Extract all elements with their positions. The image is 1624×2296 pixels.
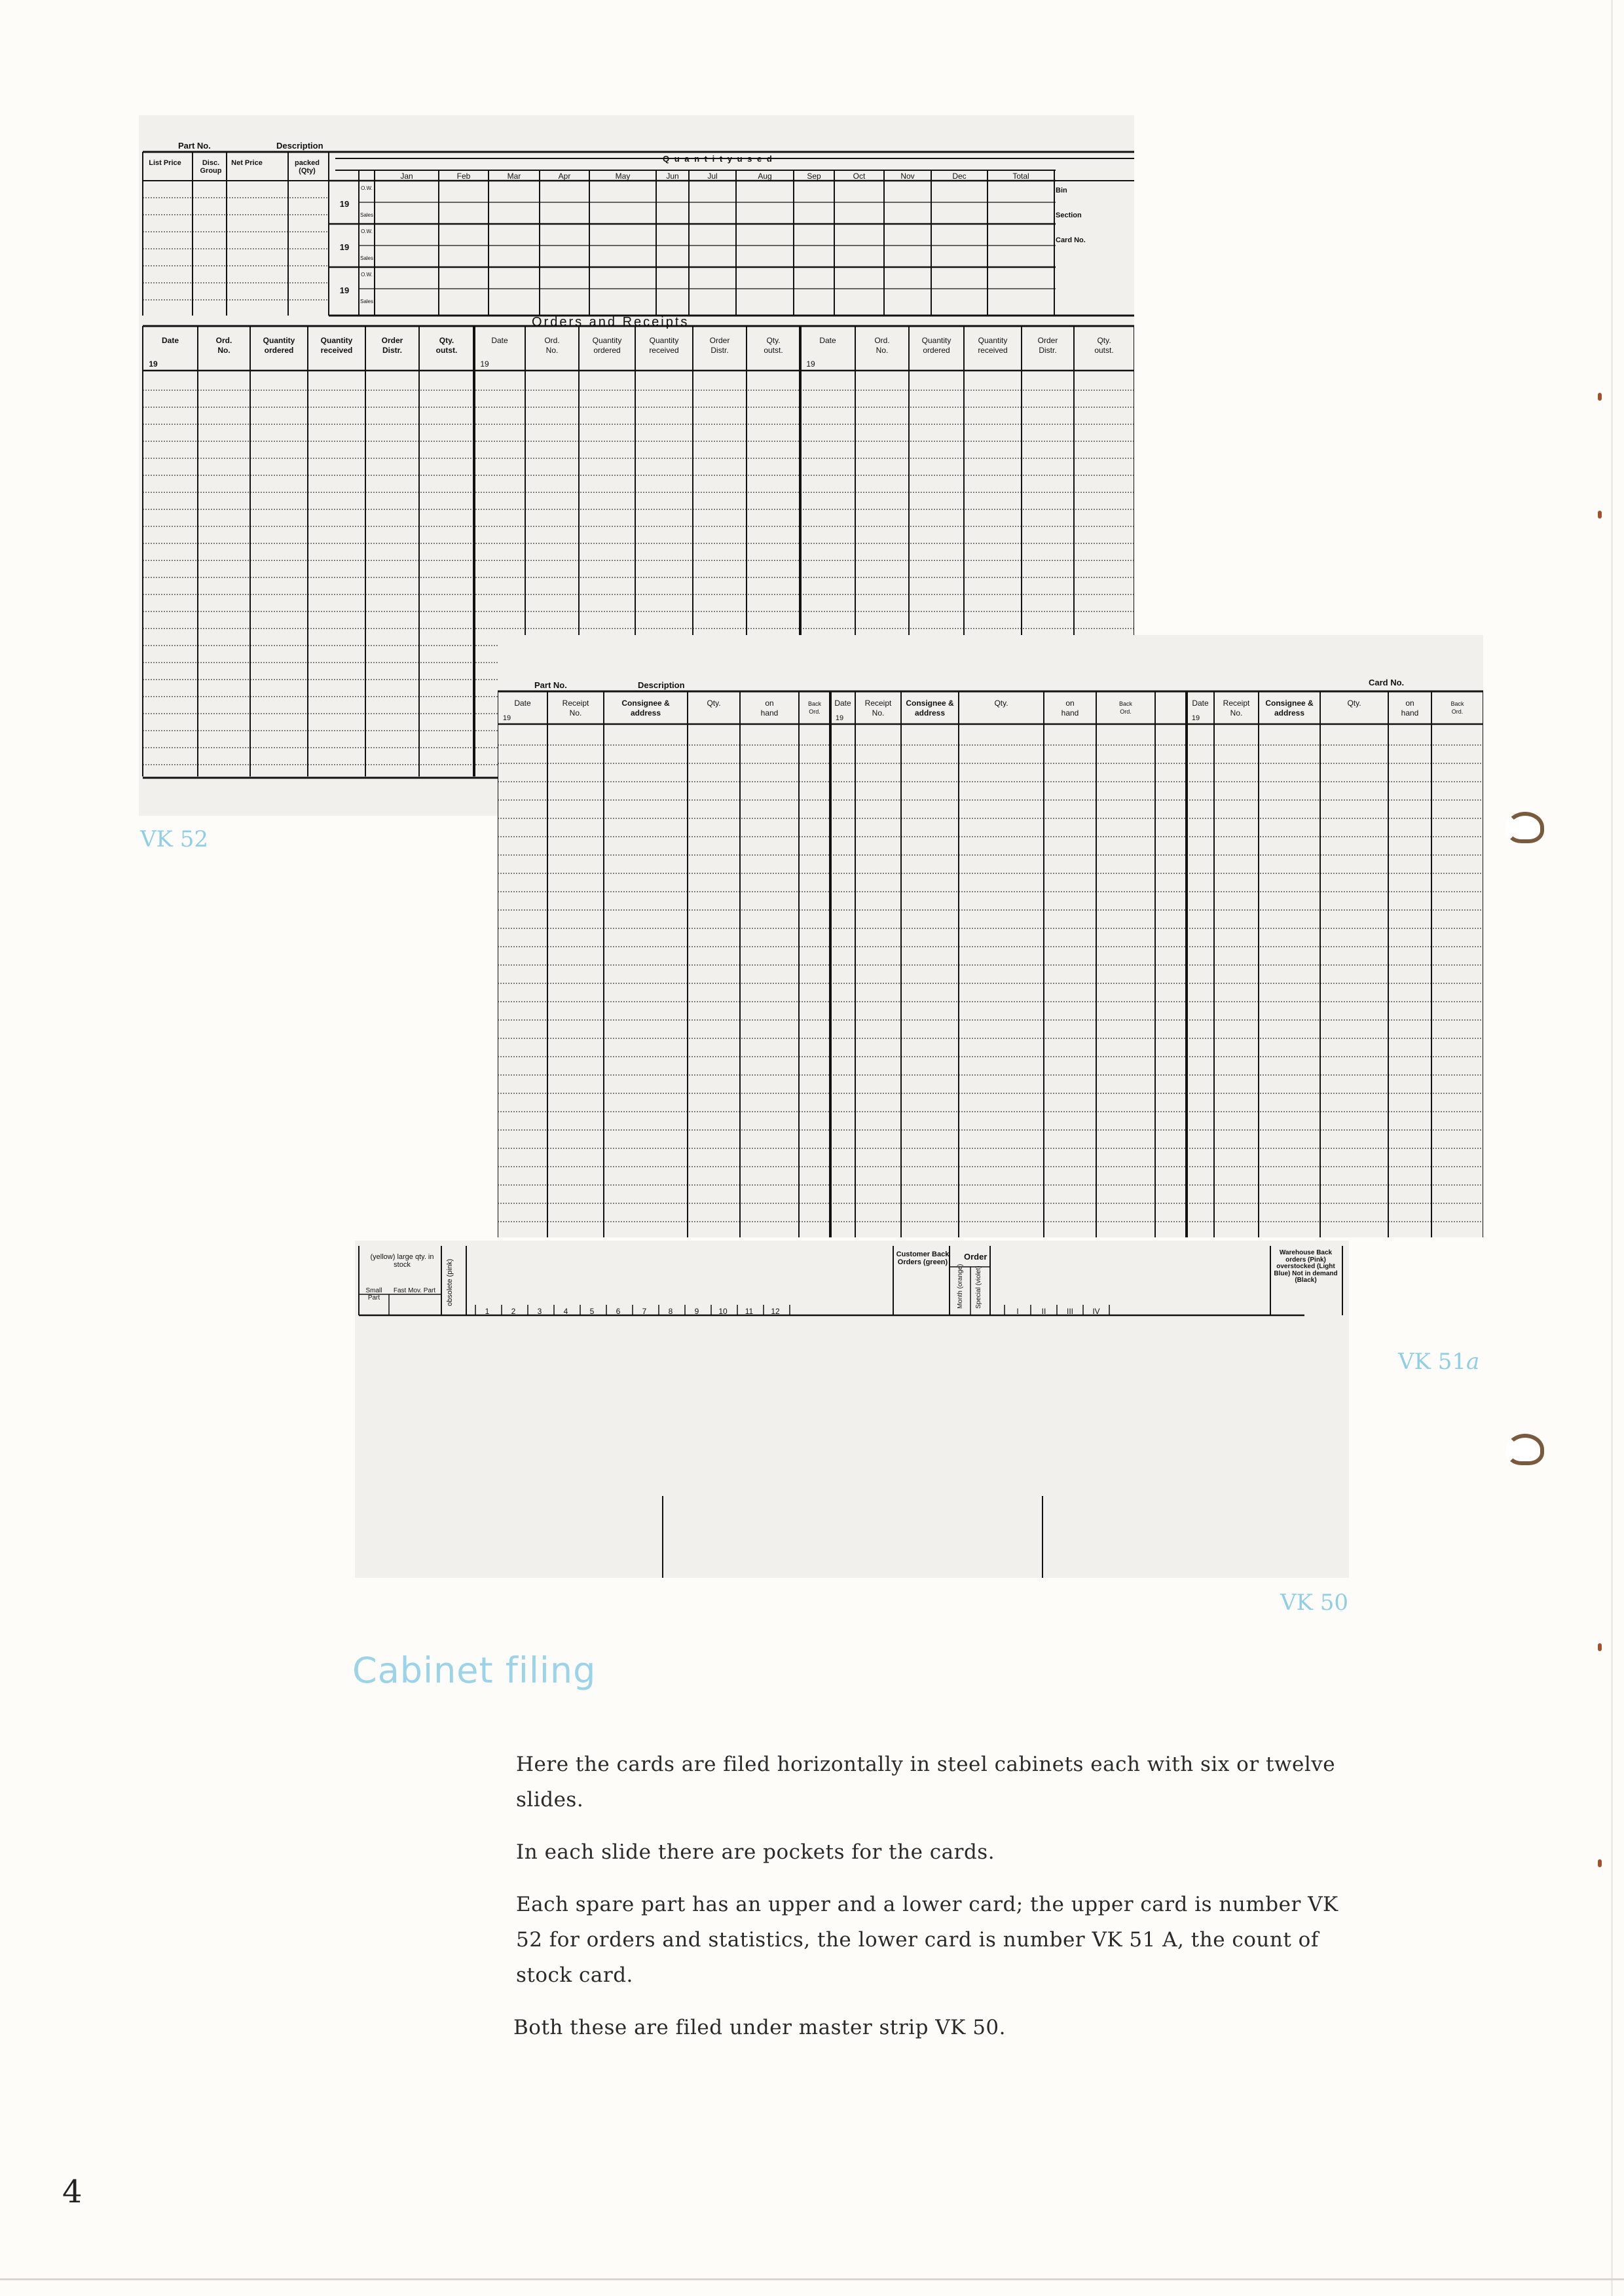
number-label: 8	[668, 1307, 673, 1316]
month-label: Mar	[507, 172, 521, 181]
order-column-header: Qty.	[1097, 336, 1111, 345]
packed-qty-header: packed (Qty)	[295, 159, 320, 175]
stock-column-header: hand	[1401, 708, 1419, 718]
stock-column-header: on	[1065, 699, 1075, 708]
list-price-header: List Price	[149, 159, 181, 167]
sales-label: Sales	[360, 255, 374, 261]
page-number: 4	[62, 2174, 83, 2210]
page-edge-right	[1611, 0, 1613, 2296]
number-label: 9	[694, 1307, 699, 1316]
binder-mark	[1598, 1859, 1602, 1867]
month-orange-label: Month (orange)	[957, 1264, 964, 1309]
order-column-header: Distr.	[710, 346, 729, 355]
month-label: Jun	[666, 172, 679, 181]
stock-column-header: Consignee &	[621, 699, 670, 708]
stock-column-header: No.	[872, 708, 885, 718]
fast-mov-label: Fast Mov. Part	[393, 1287, 436, 1294]
stock-column-header: address	[1274, 708, 1305, 718]
order-column-header: Ord.	[874, 336, 890, 345]
paragraph-2: In each slide there are pockets for the cards.	[516, 1840, 995, 1864]
order-column-header: ordered	[593, 346, 621, 355]
binder-hole-icon	[1506, 812, 1544, 843]
ow-label: O.W.	[361, 272, 373, 278]
stock-column-header: Ord.	[1120, 708, 1132, 715]
number-label: 12	[771, 1307, 780, 1316]
caption-vk50: VK 50	[1280, 1590, 1349, 1616]
stock-column-header: address	[914, 708, 946, 718]
order-column-header: No.	[876, 346, 889, 355]
card-no-label: Card No.	[1369, 678, 1405, 687]
stock-column-header: Qty.	[707, 699, 721, 708]
order-column-header: received	[649, 346, 679, 355]
month-label: Aug	[758, 172, 772, 181]
stock-column-header: Date	[834, 699, 851, 708]
order-column-header: Date	[491, 336, 508, 345]
stock-column-header: Receipt	[562, 699, 589, 708]
order-column-header: ordered	[923, 346, 950, 355]
number-label: 1	[485, 1307, 490, 1316]
order-column-header: Quantity	[978, 336, 1008, 345]
caption-vk51a-suffix: a	[1466, 1349, 1480, 1375]
roman-label: I	[1016, 1307, 1019, 1316]
stock-column-header: Back	[1450, 701, 1464, 707]
stock-column-header: Ord.	[1451, 708, 1464, 715]
caption-vk51a-text: VK 51	[1398, 1349, 1467, 1375]
year-label: 19	[149, 359, 158, 369]
stock-column-header: Consignee &	[906, 699, 954, 708]
year-label: 19	[806, 359, 815, 369]
order-column-header: Order	[1037, 336, 1058, 345]
roman-label: III	[1066, 1307, 1074, 1316]
month-label: Feb	[456, 172, 471, 181]
bin-label: Bin	[1056, 187, 1067, 194]
warehouse-label: Warehouse Back orders (Pink) overstocked (Light Blue) Not in demand (Black)	[1274, 1249, 1338, 1284]
ow-label: O.W.	[361, 228, 373, 234]
order-column-header: Quantity	[263, 336, 295, 345]
order-column-header: Quantity	[921, 336, 951, 345]
caption-vk52: VK 52	[140, 826, 209, 852]
order-column-header: Qty.	[439, 336, 454, 345]
order-column-header: Date	[161, 336, 179, 345]
number-label: 10	[718, 1307, 728, 1316]
quantity-used-header: Q u a n t i t y u s e d	[663, 154, 773, 164]
month-label: Jan	[400, 172, 413, 181]
stock-column-header: Date	[514, 699, 531, 708]
stock-column-header: Receipt	[1223, 699, 1250, 708]
card-no-label: Card No.	[1056, 236, 1086, 244]
binder-mark	[1598, 511, 1602, 519]
order-column-header: received	[978, 346, 1008, 355]
year-label: 19	[339, 199, 350, 209]
year-label: 19	[1191, 714, 1200, 722]
special-violet-label: Special (violet)	[975, 1266, 982, 1309]
order-column-header: Distr.	[1039, 346, 1057, 355]
stock-column-header: on	[1405, 699, 1414, 708]
order-column-header: Quantity	[649, 336, 679, 345]
stock-column-header: Date	[1192, 699, 1209, 708]
net-price-header: Net Price	[231, 159, 263, 167]
stock-column-header: Consignee &	[1265, 699, 1314, 708]
roman-label: II	[1041, 1307, 1046, 1316]
section-label: Section	[1056, 211, 1082, 219]
order-column-header: ordered	[264, 346, 294, 355]
month-label: Nov	[900, 172, 915, 181]
section-heading: Cabinet filing	[352, 1650, 597, 1691]
year-label: 19	[480, 359, 489, 369]
stock-column-header: on	[765, 699, 774, 708]
order-column-header: Date	[819, 336, 836, 345]
sales-label: Sales	[360, 212, 374, 218]
order-column-header: outst.	[435, 346, 458, 355]
stock-label: (yellow) large qty. in stock	[370, 1253, 434, 1269]
month-label: Jul	[707, 172, 718, 181]
paragraph-3: Each spare part has an upper and a lower card; the upper card is number VK 52 for orders and statistics, the lower card is number VK 51 A, the count of stock card.	[516, 1893, 1338, 1987]
disc-group-header: Disc. Group	[200, 159, 222, 175]
order-column-header: Quantity	[320, 336, 353, 345]
orders-receipts-header: Orders and Receipts	[532, 315, 690, 329]
roman-label: IV	[1092, 1307, 1100, 1316]
card-vk51a-grid	[498, 635, 1483, 1237]
order-column-header: Quantity	[592, 336, 622, 345]
page-edge-bottom	[0, 2278, 1624, 2280]
part-no-label: Part No.	[534, 680, 567, 690]
stock-column-header: Ord.	[809, 708, 821, 715]
binder-mark	[1598, 1643, 1602, 1651]
stock-column-header: Back	[1118, 701, 1133, 707]
year-label: 19	[835, 714, 844, 722]
order-column-header: Ord.	[215, 336, 232, 345]
paragraph-4: Both these are filed under master strip VK 50.	[513, 2016, 1006, 2039]
number-label: 5	[589, 1307, 595, 1316]
order-column-header: outst.	[764, 346, 783, 355]
stock-column-header: Qty.	[994, 699, 1008, 708]
order-label: Order	[964, 1252, 987, 1262]
year-label: 19	[502, 714, 511, 722]
caption-vk51a	[1398, 1349, 1479, 1375]
year-label: 19	[339, 242, 350, 252]
order-column-header: Order	[381, 336, 403, 345]
description-label: Description	[638, 680, 685, 690]
month-label: May	[615, 172, 631, 181]
number-label: 3	[537, 1307, 542, 1316]
stock-column-header: No.	[569, 708, 582, 718]
order-column-header: Qty.	[766, 336, 781, 345]
month-label: Sep	[807, 172, 821, 181]
month-label: Oct	[853, 172, 866, 181]
sales-label: Sales	[360, 299, 374, 304]
stock-column-header: No.	[1230, 708, 1243, 718]
stock-column-header: Back	[807, 701, 822, 707]
number-label: 6	[616, 1307, 621, 1316]
part-no-label: Part No.	[178, 141, 211, 151]
stock-column-header: Receipt	[864, 699, 892, 708]
order-column-header: received	[320, 346, 353, 355]
stock-column-header: hand	[1061, 708, 1079, 718]
month-label: Total	[1012, 172, 1029, 181]
stock-column-header: Qty.	[1347, 699, 1361, 708]
number-label: 2	[511, 1307, 516, 1316]
ow-label: O.W.	[361, 185, 373, 191]
order-column-header: outst.	[1094, 346, 1114, 355]
number-label: 7	[642, 1307, 647, 1316]
year-label: 19	[339, 285, 350, 295]
order-column-header: Order	[709, 336, 730, 345]
paragraph-1: Here the cards are filed horizontally in steel cabinets each with six or twelve slides.	[516, 1753, 1336, 1812]
customer-back-orders-label: Customer Back Orders (green)	[896, 1250, 950, 1266]
small-part-label: Small Part	[365, 1287, 382, 1302]
description-label: Description	[276, 141, 323, 151]
order-column-header: Ord.	[544, 336, 560, 345]
number-label: 4	[563, 1307, 568, 1316]
card-vk50-grid	[355, 1241, 1349, 1578]
stock-column-header: address	[630, 708, 661, 718]
obsolete-label: obsolete (pink)	[446, 1258, 454, 1306]
order-column-header: No.	[217, 346, 231, 355]
month-label: Apr	[558, 172, 571, 181]
binder-hole-icon	[1506, 1434, 1544, 1465]
number-label: 11	[745, 1307, 754, 1316]
binder-mark	[1598, 393, 1602, 401]
stock-column-header: hand	[760, 708, 779, 718]
card-vk51a	[498, 635, 1483, 1237]
card-vk50	[355, 1241, 1349, 1578]
order-column-header: Distr.	[382, 346, 403, 355]
month-label: Dec	[952, 172, 967, 181]
order-column-header: No.	[545, 346, 559, 355]
